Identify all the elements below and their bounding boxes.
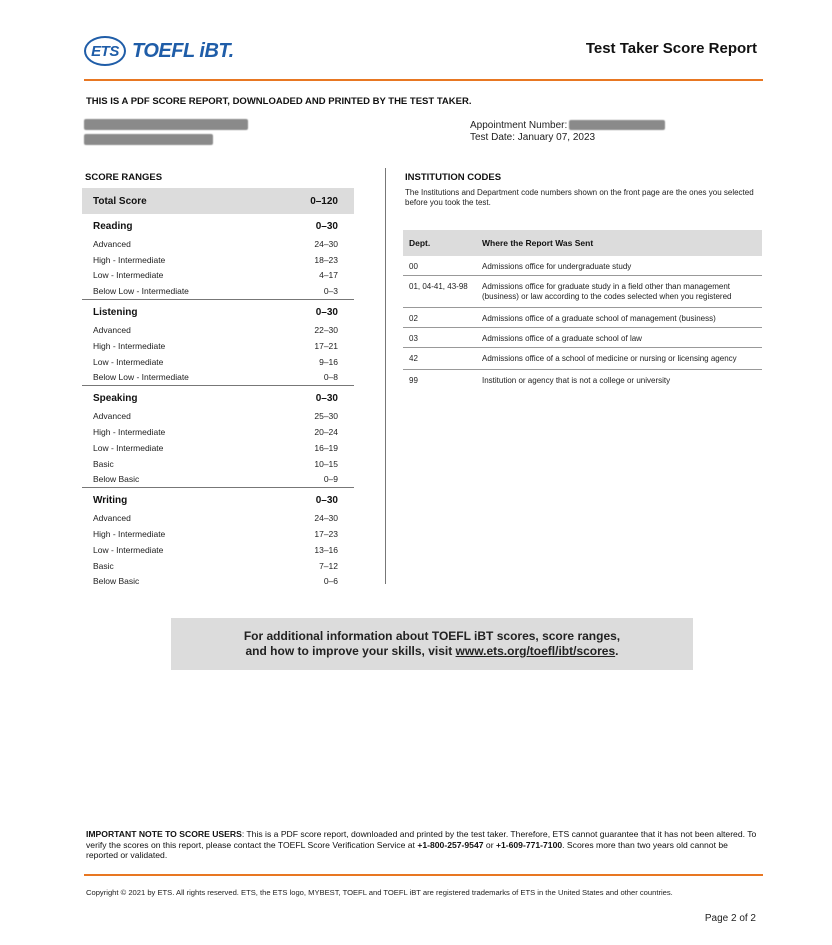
ets-logo-badge: ETS [84, 36, 126, 66]
section-range: 0–30 [315, 306, 338, 318]
info-line-2-suffix: . [615, 644, 619, 658]
level-range: 0–8 [323, 372, 338, 383]
redacted-appointment-number [569, 120, 665, 130]
level-label: Low - Intermediate [93, 270, 164, 281]
section-header-listening [82, 302, 354, 322]
level-label: Below Low - Intermediate [93, 286, 189, 297]
important-note-text-c: . Scores more than two years old cannot be reported or validated. [86, 839, 728, 860]
level-row [82, 472, 354, 488]
level-range: 24–30 [314, 513, 338, 524]
section-header-reading [82, 216, 354, 236]
verification-phone-1: +1-800-257-9547 [417, 839, 484, 850]
section-range: 0–30 [315, 392, 338, 404]
institution-row [403, 308, 762, 328]
copyright-notice: Copyright © 2021 by ETS. All rights reserved. ETS, the ETS logo, MYBEST, TOEFL and TOEFL iBT are registered trademarks of ETS in the United States and other countries. [86, 888, 673, 897]
level-label: Below Basic [93, 474, 140, 485]
level-label: Low - Intermediate [93, 442, 164, 453]
report-title: Test Taker Score Report [585, 40, 757, 57]
ets-toefl-logo [84, 36, 234, 66]
level-range: 9–16 [319, 356, 338, 367]
level-label: Below Basic [93, 576, 140, 587]
info-banner [171, 618, 693, 670]
level-row [82, 510, 354, 526]
section-name: Listening [93, 306, 138, 318]
level-range: 0–3 [323, 286, 338, 297]
dept-code: 03 [409, 334, 418, 343]
toefl-ibt-wordmark: TOEFL iBT. [132, 39, 234, 62]
dept-column-header: Dept. [409, 238, 431, 248]
where-sent: Institution or agency that is not a college or university [482, 376, 671, 385]
where-sent: Admissions office for undergraduate study [482, 262, 632, 271]
important-note-text-b: or [483, 839, 496, 850]
redacted-address [84, 134, 213, 145]
section-name: Writing [93, 494, 128, 506]
dept-code: 02 [409, 314, 418, 323]
section-header-speaking [82, 388, 354, 408]
level-row [82, 283, 354, 299]
level-label: Basic [93, 560, 114, 571]
level-row [82, 574, 354, 590]
info-line-2 [246, 644, 619, 659]
level-range: 24–30 [314, 238, 338, 249]
dept-code: 01, 04-41, 43-98 [409, 282, 468, 291]
redacted-name [84, 119, 248, 130]
where-sent: Admissions office of a school of medicine or nursing or licensing agency [482, 354, 737, 363]
institution-row [403, 256, 762, 276]
score-ranges-table [82, 188, 354, 589]
ets-scores-link[interactable]: www.ets.org/toefl/ibt/scores [455, 644, 616, 658]
dept-code: 99 [409, 376, 418, 385]
level-label: Below Low - Intermediate [93, 372, 189, 383]
level-row [82, 542, 354, 558]
level-row [82, 322, 354, 338]
institution-table-header [403, 230, 762, 256]
level-range: 22–30 [314, 325, 338, 336]
test-date: Test Date: January 07, 2023 [470, 132, 596, 143]
level-range: 13–16 [314, 544, 338, 555]
total-score-label: Total Score [93, 195, 147, 207]
institution-codes-table [403, 230, 762, 390]
level-row [82, 354, 354, 370]
score-ranges-title: SCORE RANGES [85, 172, 163, 183]
where-sent: Admissions office of a graduate school of law [482, 334, 642, 343]
section-divider [82, 385, 354, 386]
institution-row [403, 328, 762, 348]
level-label: Low - Intermediate [93, 544, 164, 555]
info-line-2-prefix: and how to improve your skills, visit [245, 644, 456, 658]
total-score-range: 0–120 [310, 195, 338, 207]
institution-row [403, 276, 762, 308]
total-score-row [82, 188, 354, 214]
appointment-info [470, 120, 665, 144]
level-row [82, 408, 354, 424]
level-range: 10–15 [314, 458, 338, 469]
level-label: High - Intermediate [93, 529, 166, 540]
level-label: Advanced [93, 325, 131, 336]
level-label: Advanced [93, 238, 131, 249]
level-row [82, 252, 354, 268]
institution-row [403, 370, 762, 390]
important-note-text-a: : This is a PDF score report, downloaded and printed by the test taker. Therefore, ETS cannot guarantee that it has not been altered. To verify the scores on this report, please contact the TOEFL Score Verification Service at [86, 829, 757, 850]
level-row [82, 558, 354, 574]
footer-divider [84, 874, 763, 876]
level-row [82, 424, 354, 440]
section-header-writing [82, 490, 354, 510]
level-range: 0–6 [323, 576, 338, 587]
level-range: 17–21 [314, 340, 338, 351]
institution-codes-title: INSTITUTION CODES [405, 172, 502, 183]
column-divider [385, 168, 386, 584]
level-label: High - Intermediate [93, 427, 166, 438]
dept-code: 42 [409, 354, 418, 363]
section-divider [82, 487, 354, 488]
section-name: Speaking [93, 392, 138, 404]
level-range: 20–24 [314, 427, 338, 438]
level-row [82, 440, 354, 456]
level-row [82, 268, 354, 284]
level-range: 0–9 [323, 474, 338, 485]
level-row [82, 456, 354, 472]
appointment-number-label: Appointment Number: [470, 120, 568, 131]
level-range: 25–30 [314, 411, 338, 422]
section-divider [82, 299, 354, 300]
level-row [82, 338, 354, 354]
pdf-notice: THIS IS A PDF SCORE REPORT, DOWNLOADED AND PRINTED BY THE TEST TAKER. [86, 96, 472, 107]
important-note-heading: IMPORTANT NOTE TO SCORE USERS [86, 829, 242, 839]
where-sent: Admissions office of a graduate school of management (business) [482, 314, 716, 323]
level-label: High - Intermediate [93, 340, 166, 351]
level-label: Basic [93, 458, 114, 469]
important-note [86, 829, 758, 861]
level-label: Advanced [93, 513, 131, 524]
info-line-1: For additional information about TOEFL iBT scores, score ranges, [243, 629, 621, 643]
level-range: 7–12 [319, 560, 338, 571]
level-range: 17–23 [314, 529, 338, 540]
level-label: Low - Intermediate [93, 356, 164, 367]
verification-phone-2: +1-609-771-7100 [495, 839, 563, 850]
level-row [82, 236, 354, 252]
page-number: Page 2 of 2 [704, 913, 756, 924]
section-name: Reading [93, 220, 133, 232]
institution-row [403, 348, 762, 370]
level-range: 4–17 [319, 270, 338, 281]
level-row [82, 526, 354, 542]
section-range: 0–30 [315, 220, 338, 232]
where-sent: Admissions office for graduate study in a field other than management (business) or law according to the codes selected when you registered [482, 282, 732, 301]
level-range: 18–23 [314, 254, 338, 265]
dept-code: 00 [409, 262, 418, 271]
level-label: Advanced [93, 411, 131, 422]
level-label: High - Intermediate [93, 254, 166, 265]
institution-codes-description: The Institutions and Department code numbers shown on the front page are the ones you selected before you took the test. [405, 188, 754, 207]
level-range: 16–19 [314, 442, 338, 453]
level-row [82, 370, 354, 386]
section-range: 0–30 [315, 494, 338, 506]
where-sent-column-header: Where the Report Was Sent [482, 238, 594, 248]
header-divider [84, 79, 763, 81]
